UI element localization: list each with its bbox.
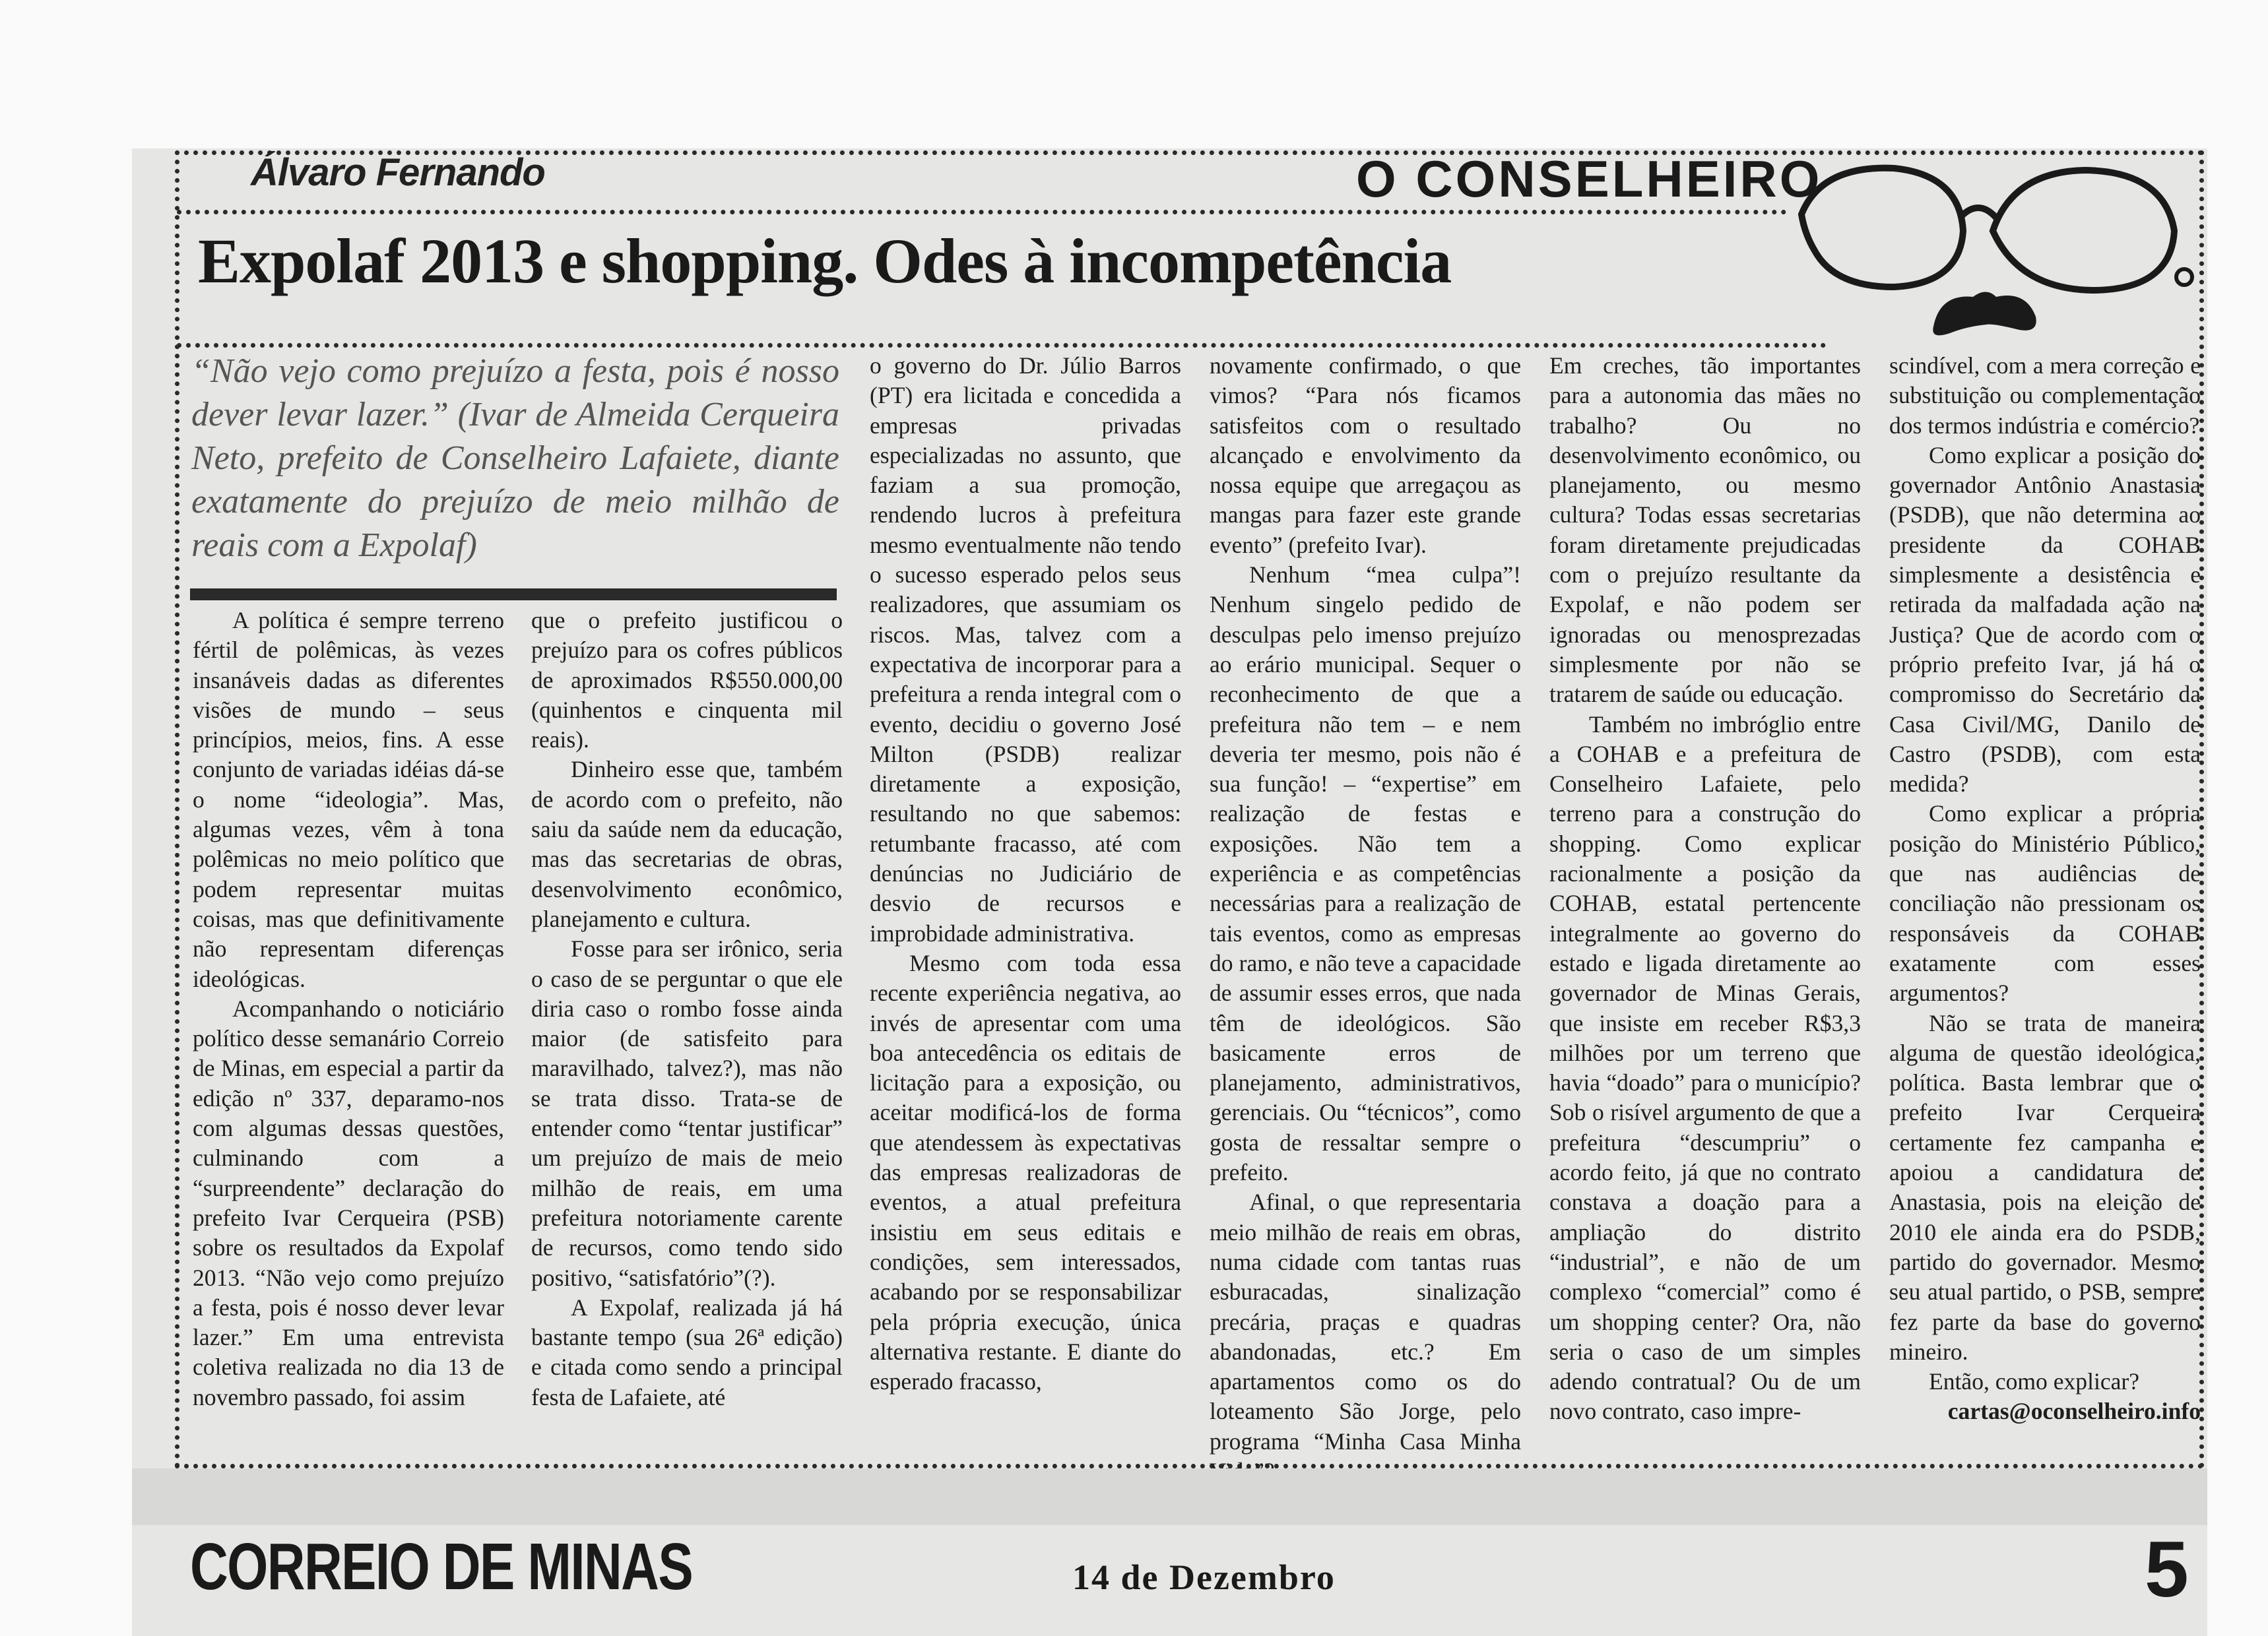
article-column-4	[1210, 351, 1521, 1486]
paragraph: Mesmo com toda essa recente experiência negativa, ao invés de apresentar com uma boa antecedência os editais de licitação para a exposição, ou aceitar modificá-los de forma que atendessem às expectativas das empresas realizadoras de eventos, a atual prefeitura insistiu em seus editais e condições, sem interessados, acabando por se responsabilizar pela própria execução, única alternativa restante. E diante do esperado fracasso,	[870, 949, 1181, 1395]
paragraph: Dinheiro esse que, também de acordo com o prefeito, não saiu da saúde nem da educação, mas das secretarias de obras, desenvolvimento econômico, planejamento e cultura.	[531, 756, 843, 932]
footer-band	[132, 1468, 2207, 1525]
author-name: Álvaro Fernando	[251, 151, 545, 194]
paragraph: Em creches, tão importantes para a autonomia das mães no trabalho? Ou no desenvolvimento econômico, ou planejamento, ou mesmo cultura? Todas essas secretarias foram diretamente prejudicadas com o prejuízo resultante da Expolaf, e não podem ser ignoradas ou menosprezadas simplesmente por não se tratarem de saúde ou educação.	[1549, 352, 1861, 708]
paragraph: Acompanhando o noticiário político desse semanário Correio de Minas, em especial a partir da edição nº 337, deparamo-nos com algumas dessas questões, culminando com a “surpreendente” declaração do prefeito Ivar Cerqueira (PSB) sobre os resultados da Expolaf 2013. “Não vejo como prejuízo a festa, pois é nosso dever levar lazer.” Em uma entrevista coletiva realizada no dia 13 de novembro passado, foi assim	[193, 995, 504, 1410]
paragraph: Nenhum “mea culpa”! Nenhum singelo pedido de desculpas pelo imenso prejuízo ao erário municipal. Sequer o reconhecimento de que a prefeitura não tem – e nem deveria ter mesmo, pois não é sua função! – “expertise” em realização de festas e exposições. Não tem a experiência e as competências necessárias para a realização de tais eventos, como as empresas do ramo, e não teve a capacidade de assumir esses erros, que nada têm de ideológicos. São basicamente erros de planejamento, administrativos, gerenciais. Ou “técnicos”, como gosta de ressaltar sempre o prefeito.	[1210, 561, 1521, 1186]
contact-email	[1889, 1397, 2201, 1426]
paragraph: Fosse para ser irônico, seria o caso de se perguntar o que ele diria caso o rombo fosse ainda maior (de satisfeito para maravilhado, talvez?), mas não se trata disso. Trata-se de entender como “tentar justificar” um prejuízo de mais de meio milhão de reais, em uma prefeitura notoriamente carente de recursos, como tendo sido positivo, “satisfatório”(?).	[531, 935, 843, 1291]
headline-divider	[177, 343, 1827, 348]
paragraph: que o prefeito justificou o prejuízo para os cofres públicos de aproximados R$550.000,00 (quinhentos e cinquenta mil reais).	[531, 607, 843, 753]
quote-rule	[190, 588, 837, 600]
header-divider	[177, 210, 1787, 214]
email-text: cartas@oconselheiro.info	[1947, 1398, 2201, 1425]
newspaper-masthead: CORREIO DE MINAS	[190, 1530, 693, 1604]
headline: Expolaf 2013 e shopping. Odes à incompetência	[198, 226, 1452, 296]
paragraph: Também no imbróglio entre a COHAB e a prefeitura de Conselheiro Lafaiete, pelo terreno para a construção do shopping. Como explicar racionalmente a posição da COHAB, estatal pertencente integralmente ao governo do estado e ligada diretamente ao governador de Minas Gerais, que insiste em receber R$3,3 milhões por um terreno que havia “doado” para o município? Sob o risível argumento de que a prefeitura “descumpriu” o acordo feito, já que no contrato constava a doação para a ampliação do distrito “industrial”, e não de um complexo “comercial” como é um shopping center? Ora, não seria o caso de um simples adendo contratual? Ou de um novo contrato, caso impre-	[1549, 710, 1861, 1425]
paragraph: A política é sempre terreno fértil de polêmicas, às vezes insanáveis dadas as diferentes visões de mundo – seus princípios, meios, fins. A esse conjunto de variadas idéias dá-se o nome “ideologia”. Mas, algumas vezes, vêm à tona polêmicas no meio político que podem representar muitas coisas, mas que definitivamente não representam diferenças ideológicas.	[193, 607, 504, 992]
paragraph: scindível, com a mera correção e substituição ou complementação dos termos indústria e comércio?	[1889, 352, 2201, 439]
publication-date: 14 de Dezembro	[1072, 1557, 1336, 1597]
article-column-6	[1889, 351, 2201, 1427]
article-column-3	[870, 351, 1181, 1397]
paragraph: novamente confirmado, o que vimos? “Para nós ficamos satisfeitos com o resultado alcançado e envolvimento da nossa equipe que arregaçou as mangas para fazer este grande evento” (prefeito Ivar).	[1210, 352, 1521, 558]
pull-quote: “Não vejo como prejuízo a festa, pois é nosso dever levar lazer.” (Ivar de Almeida Cerqueira Neto, prefeito de Conselheiro Lafaiete, diante exatamente do prejuízo de meio milhão de reais com a Expolaf)	[191, 352, 839, 564]
article-column-1	[193, 606, 504, 1412]
paragraph: Não se trata de maneira alguma de questão ideológica, política. Basta lembrar que o prefeito Ivar Cerqueira certamente fez campanha e apoiou a candidatura de Anastasia, pois na eleição de 2010 ele ainda era do PSDB, partido do governador. Mesmo seu atual partido, o PSB, sempre fez parte da base do governo mineiro.	[1889, 1009, 2201, 1365]
page-number: 5	[2145, 1525, 2189, 1614]
glasses-mustache-icon	[1795, 152, 2204, 343]
paragraph: Como explicar a posição do governador Antônio Anastasia (PSDB), que não determina ao presidente da COHAB simplesmente a desistência e retirada da malfadada ação na Justiça? Que de acordo com o próprio prefeito Ivar, já há o compromisso do Secretário da Casa Civil/MG, Danilo de Castro (PSDB), com esta medida?	[1889, 441, 2201, 798]
article-column-5	[1549, 351, 1861, 1427]
paragraph: A Expolaf, realizada já há bastante tempo (sua 26ª edição) e citada como sendo a principal festa de Lafaiete, até	[531, 1294, 843, 1410]
article-column-2	[531, 606, 843, 1412]
paragraph: o governo do Dr. Júlio Barros (PT) era licitada e concedida a empresas privadas especializadas no assunto, que faziam a sua promoção, rendendo lucros à prefeitura mesmo eventualmente não tendo o sucesso esperado pelos seus realizadores, que assumiam os riscos. Mas, talvez com a expectativa de incorporar para a prefeitura a renda integral com o evento, decidiu o governo José Milton (PSDB) realizar diretamente a exposição, resultando no que sabemos: retumbante fracasso, até com denúncias no Judiciário de desvio de recursos e improbidade administrativa.	[870, 352, 1181, 947]
paragraph: Como explicar a própria posição do Ministério Público, que nas audiências de conciliação não pressionam os responsáveis da COHAB exatamente com esses argumentos?	[1889, 800, 2201, 1007]
column-name: O CONSELHEIRO	[1356, 150, 1823, 208]
paragraph: Afinal, o que representaria meio milhão de reais em obras, numa cidade com tantas ruas esburacadas, sinalização precária, praças e quadras abandonadas, etc.? Em apartamentos como os do loteamento São Jorge, pelo programa “Minha Casa Minha	[1210, 1189, 1521, 1455]
paragraph: Então, como explicar?	[1929, 1368, 2140, 1395]
